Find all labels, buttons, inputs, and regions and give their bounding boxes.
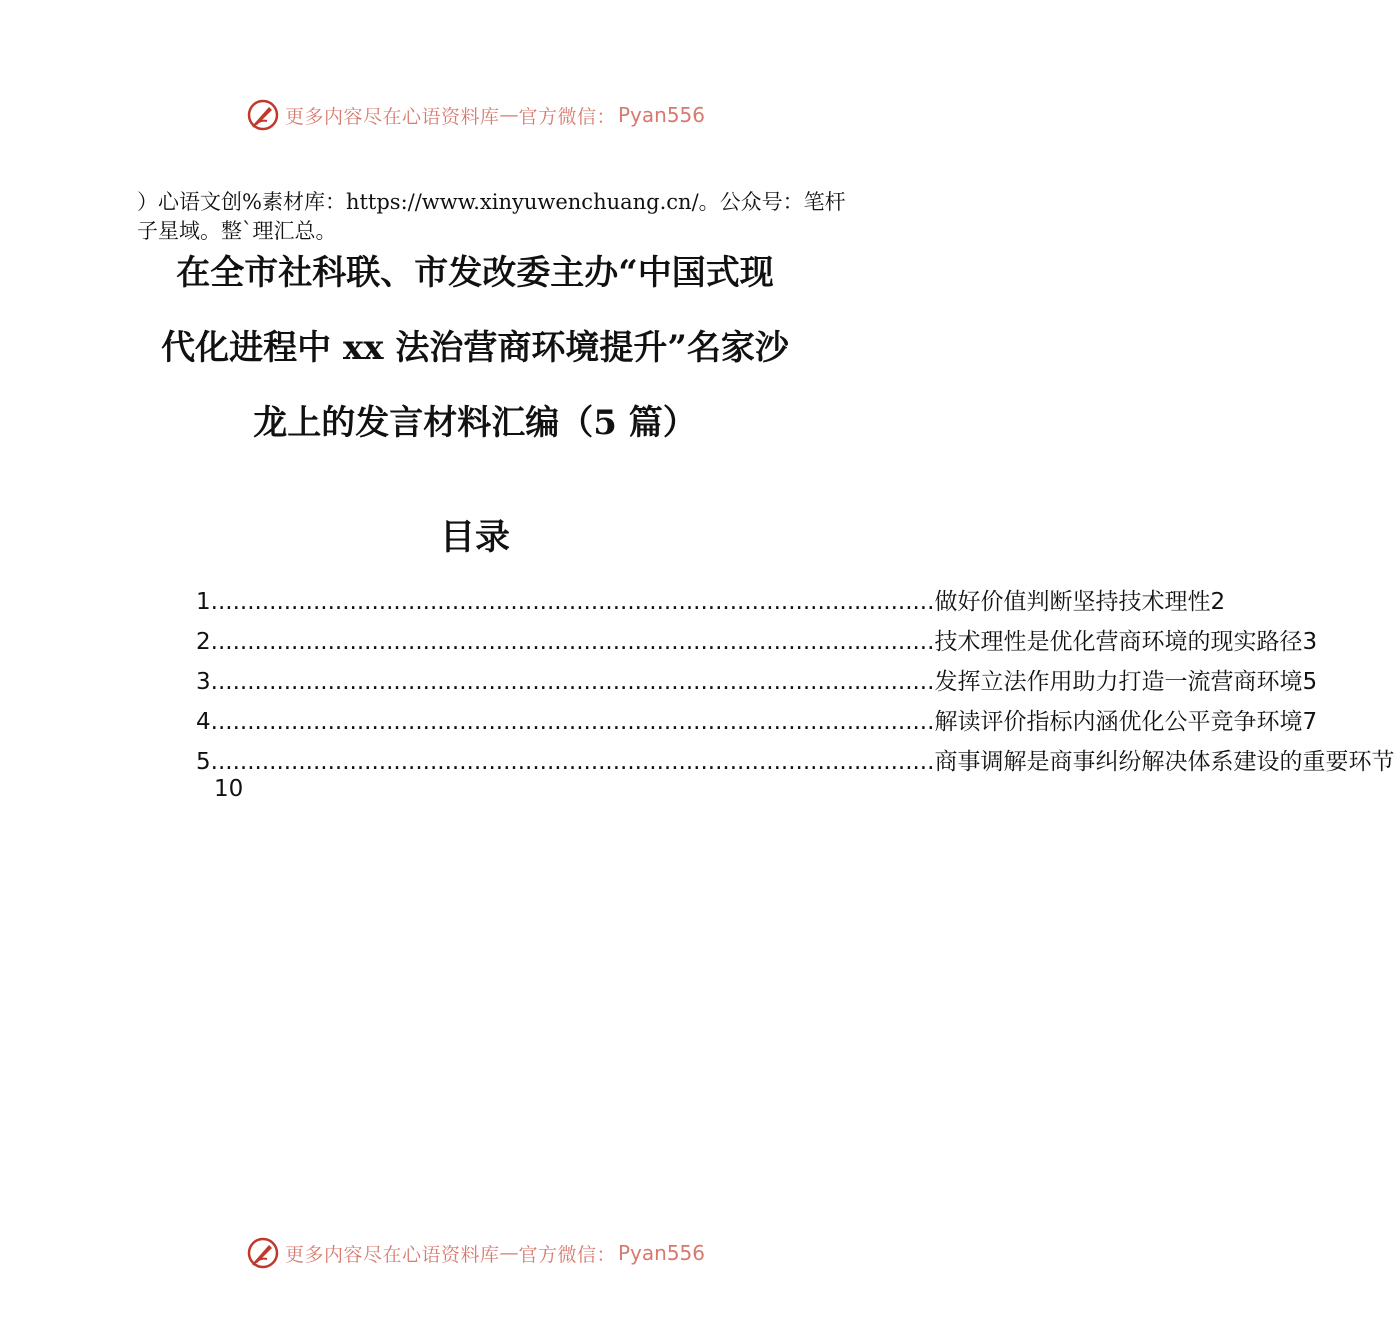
table-of-contents [196,583,1394,802]
toc-leader-dots: ................................................................................................... [210,709,935,735]
toc-item-page: 2 [1210,589,1226,615]
title-line-2: 代化进程中 xx 法治营商环境提升”名家沙 [161,328,789,368]
banner-wechat-id: Pyan556 [618,103,706,127]
toc-item[interactable] [196,743,1394,802]
banner-separator: — [499,104,519,126]
toc-item-page: 5 [1302,669,1318,695]
toc-item[interactable] [196,623,1318,663]
toc-leader-dots: ................................................................................................... [210,669,935,695]
toc-item-page: 7 [1302,709,1318,735]
banner-text: 更多内容尽在心语资料库 [284,1243,500,1266]
banner-text: 更多内容尽在心语资料库 [284,105,500,128]
toc-item-number: 3 [196,669,211,695]
source-note: ）心语文创%素材库：https://www.xinyuwenchuang.cn/。公众号：笔杆子星域。整`理汇总。 [137,190,846,243]
banner-official: 官方微信： [518,1243,616,1266]
toc-item-page: 3 [1302,629,1318,655]
toc-leader-dots: ................................................................................................... [210,589,935,615]
banner-wechat-id: Pyan556 [618,1241,706,1265]
banner-official: 官方微信： [518,105,616,128]
pen-seal-icon [245,97,281,133]
toc-item-number: 4 [196,709,211,735]
toc-item-page: 10 [214,776,244,802]
toc-item-title: 做好价值判断坚持技术理性 [934,589,1211,615]
header-banner [0,95,950,135]
toc-item[interactable] [196,583,1226,623]
toc-heading: 目录 [439,517,510,558]
toc-leader-dots: ................................................................................................... [210,749,935,775]
toc-item-number: 2 [196,629,211,655]
toc-item-title: 商事调解是商事纠纷解决体系建设的重要环节 [934,749,1394,775]
pen-seal-icon [245,1235,281,1271]
toc-item-number: 5 [196,749,211,775]
toc-item-title: 发挥立法作用助力打造一流营商环境 [934,669,1303,695]
document-title [100,236,850,461]
footer-banner [0,1233,950,1273]
toc-leader-dots: ................................................................................................... [210,629,935,655]
toc-item[interactable] [196,663,1318,703]
banner-separator: — [499,1242,519,1264]
toc-item-title: 解读评价指标内涵优化公平竞争环境 [934,709,1303,735]
toc-item-number: 1 [196,589,211,615]
title-line-1: 在全市社科联、市发改委主办“中国式现 [176,253,774,293]
toc-item-title: 技术理性是优化营商环境的现实路径 [934,629,1303,655]
title-line-3: 龙上的发言材料汇编（5 篇） [253,403,697,443]
toc-item[interactable] [196,703,1318,743]
